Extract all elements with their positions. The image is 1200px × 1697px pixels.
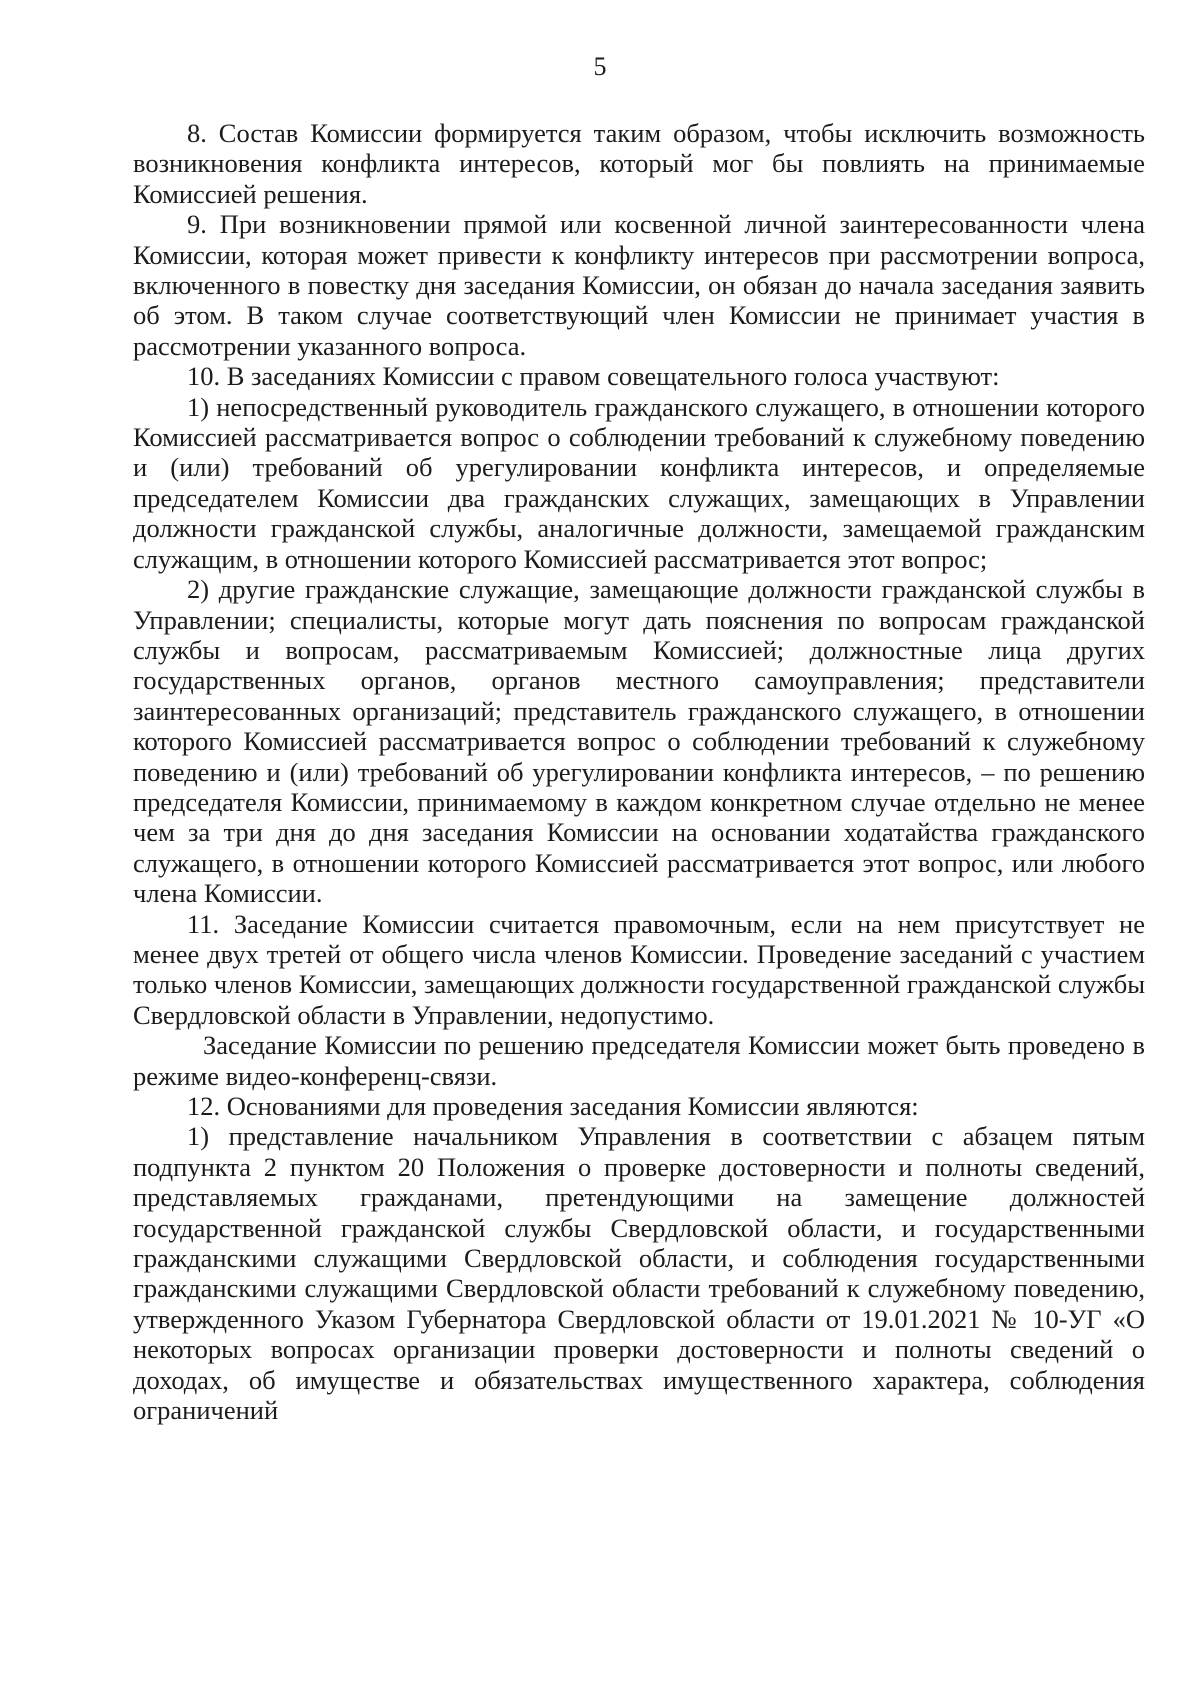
paragraph-9: 9. При возникновении прямой или косвенной личной заинтересованности члена Комиссии, которая может привести к конфликту интересов при рассмотрении вопроса, включенного в повестку дня заседания Комиссии, он обязан до начала заседания заявить об этом. В таком случае соответствующий член Комиссии не принимает участия в рассмотрении указанного вопроса.: [133, 209, 1145, 361]
page-number: 5: [593, 52, 607, 81]
paragraph-12: 12. Основаниями для проведения заседания Комиссии являются:: [187, 1091, 919, 1121]
paragraph-10: 10. В заседаниях Комиссии с правом совещательного голоса участвуют:: [187, 361, 1000, 392]
paragraph-10-item-1: 1) непосредственный руководитель гражданского служащего, в отношении которого Комиссией рассматривается вопрос о соблюдении требований к служебному поведению и (или) требований об урегулировании конфликта интересов, и определяемые председателем Комиссии два гражданских служащих, замещающих в Управлении должности гражданской службы, аналогичные должности, замещаемой гражданским служащим, в отношении которого Комиссией рассматривается этот вопрос;: [133, 391, 1145, 574]
paragraph-12-item-1: 1) представление начальником Управления в соответствии с абзацем пятым подпункта 2 пунктом 20 Положения о проверке достоверности и полноты сведений, представляемых гражданами, претендующими на замещение должностей государственной гражданской службы Свердловской области, и государственными гражданскими служащими Свердловской области, и соблюдения государственными гражданскими служащими Свердловской области требований к служебному поведению, утвержденного Указом Губернатора Свердловской области от 19.01.2021 № 10-УГ «О некоторых вопросах организации проверки достоверности и полноты сведений о доходах, об имуществе и обязательствах имущественного характера, соблюдения ограничений: [133, 1121, 1145, 1426]
paragraph-11-video-conference: Заседание Комиссии по решению председателя Комиссии может быть проведено в режиме видео-конференц-связи.: [133, 1030, 1145, 1091]
paragraph-10-item-2: 2) другие гражданские служащие, замещающие должности гражданской службы в Управлении; специалисты, которые могут дать пояснения по вопросам гражданской службы и вопросам, рассматриваемым Комиссией; должностные лица других государственных органов, органов местного самоуправления; представители заинтересованных организаций; представитель гражданского служащего, в отношении которого Комиссией рассматривается вопрос о соблюдении требований к служебному поведению и (или) требований об урегулировании конфликта интересов, – по решению председателя Комиссии, принимаемому в каждом конкретном случае отдельно не менее чем за три дня до дня заседания Комиссии на основании ходатайства гражданского служащего, в отношении которого Комиссией рассматривается этот вопрос, или любого члена Комиссии.: [133, 574, 1145, 909]
paragraph-8: 8. Состав Комиссии формируется таким образом, чтобы исключить возможность возникновения конфликта интересов, который мог бы повлиять на принимаемые Комиссией решения.: [133, 118, 1145, 209]
paragraph-11: 11. Заседание Комиссии считается правомочным, если на нем присутствует не менее двух третей от общего числа членов Комиссии. Проведение заседаний с участием только членов Комиссии, замещающих должности государственной гражданской службы Свердловской области в Управлении, недопустимо.: [133, 908, 1145, 1030]
document-body: [133, 118, 1145, 1425]
